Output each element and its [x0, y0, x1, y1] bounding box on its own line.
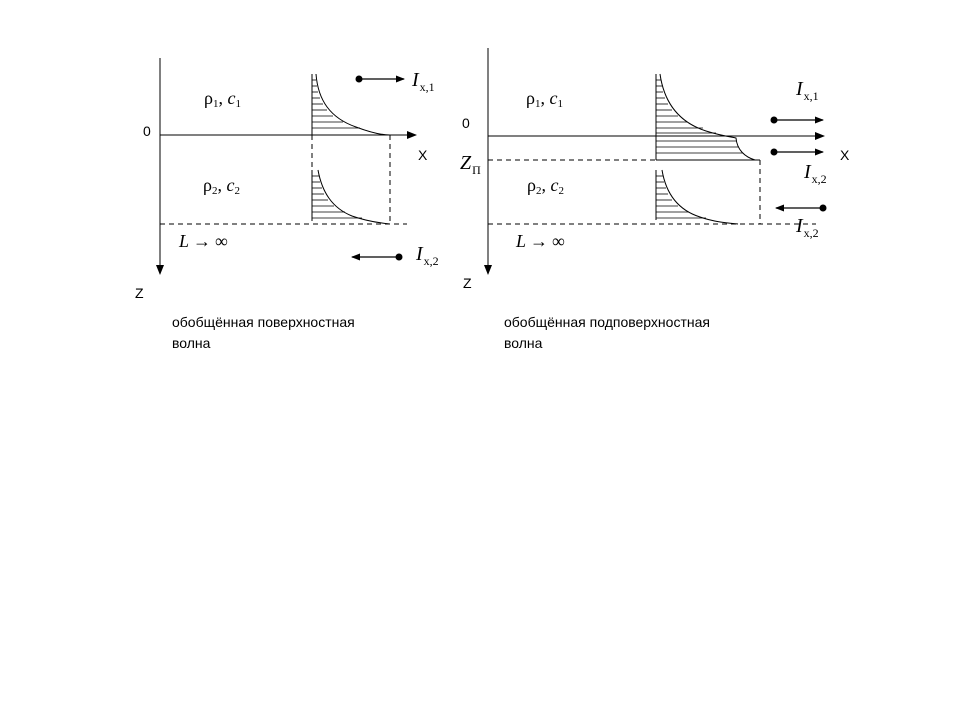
right-caption-line2: волна — [504, 335, 543, 351]
right-zero-label: 0 — [462, 115, 470, 131]
right-flux2a-label: $I_{x,2}$ — [804, 161, 827, 186]
left-caption-line1: обобщённая поверхностная — [172, 314, 355, 330]
left-upper-profile — [312, 74, 390, 135]
left-limit-label: L → ∞ — [179, 231, 228, 251]
right-panel — [460, 48, 850, 291]
right-lower-profile — [656, 170, 738, 224]
right-limit-label: L → ∞ — [516, 231, 565, 251]
right-caption — [504, 312, 710, 354]
left-flux1-arrow — [356, 76, 405, 83]
right-flux2a-arrow — [771, 149, 824, 156]
left-x-axis-label: X — [418, 147, 428, 163]
right-zp-label: $Z_П$ — [460, 152, 481, 177]
right-upper-profile — [656, 74, 755, 160]
right-flux1-arrow — [771, 117, 824, 124]
left-zero-label: 0 — [143, 123, 151, 139]
left-medium2-label: ρ2, c2 — [203, 175, 240, 197]
left-caption — [172, 312, 355, 354]
right-caption-line1: обобщённая подповерхностная — [504, 314, 710, 330]
left-flux2-arrow — [352, 254, 403, 261]
left-lower-profile — [312, 170, 390, 224]
right-z-axis-label: Z — [463, 275, 472, 291]
right-lower-hatching — [656, 176, 706, 218]
right-flux2b-arrow — [776, 205, 827, 212]
left-z-axis-label: Z — [135, 285, 144, 301]
left-caption-line2: волна — [172, 335, 211, 351]
left-panel — [135, 58, 439, 301]
left-medium1-label: ρ1, c1 — [204, 88, 241, 110]
left-flux2-label: $I_{x,2}$ — [416, 243, 439, 268]
right-x-axis-label: X — [840, 147, 850, 163]
right-flux2b-label: $I_{x,2}$ — [796, 215, 819, 240]
right-medium1-label: ρ1, c1 — [526, 88, 563, 110]
right-upper-hatching — [656, 80, 743, 153]
left-lower-hatching — [312, 176, 362, 218]
right-flux1-label: $I_{x,1}$ — [796, 78, 819, 103]
left-upper-hatching — [312, 80, 360, 128]
left-flux1-label: $I_{x,1}$ — [412, 69, 435, 94]
right-medium2-label: ρ2, c2 — [527, 175, 564, 197]
